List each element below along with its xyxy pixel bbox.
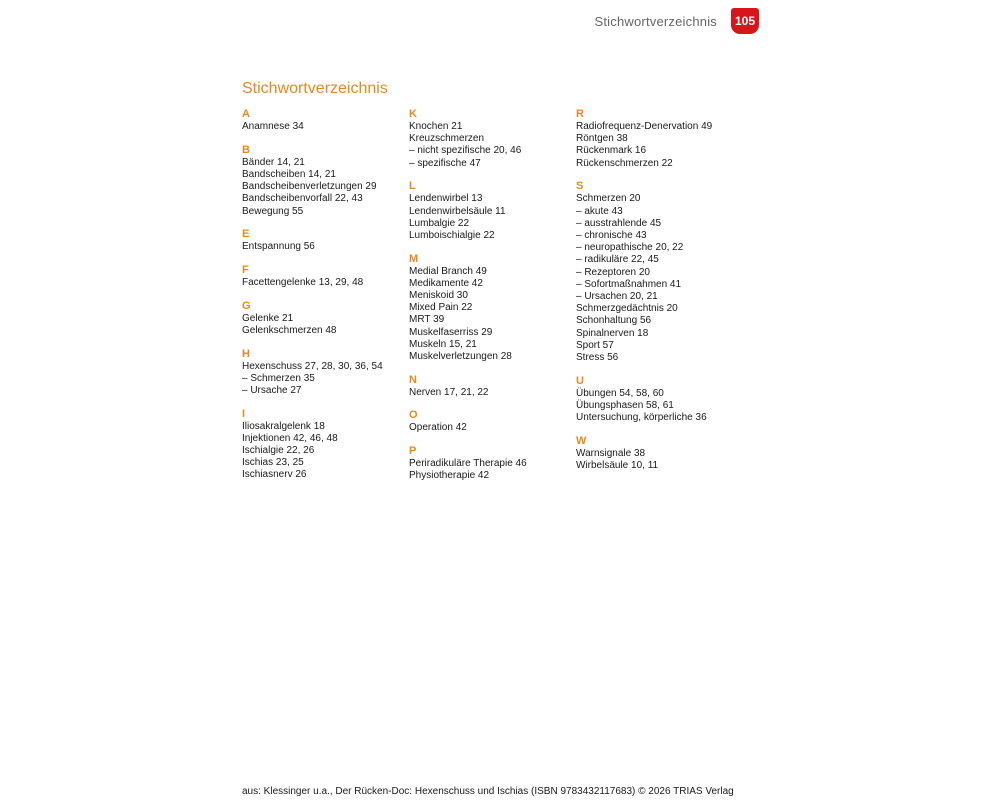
index-entry: Schmerzgedächtnis 20 (576, 303, 678, 315)
index-entry: Spinalnerven 18 (576, 327, 649, 339)
index-entry: Lendenwirbel 13 (409, 193, 483, 205)
index-letter-group (576, 375, 743, 425)
index-entry: Lumbalgie 22 (409, 217, 470, 229)
index-entry: Übungsphasen 58, 61 (576, 399, 674, 411)
index-entry: Bandscheibenvorfall 22, 43 (242, 193, 363, 205)
index-letter-group (242, 108, 409, 133)
index-entry: Gelenkschmerzen 48 (242, 324, 337, 336)
index-letter-group (242, 408, 409, 482)
index-letter-group (242, 348, 409, 398)
index-letter-group (576, 108, 743, 170)
index-letter-group (576, 435, 743, 472)
index-columns (242, 108, 743, 493)
index-letter-group (242, 144, 409, 218)
index-letter-group (409, 180, 576, 242)
index-letter-heading: O (409, 409, 418, 422)
index-letter-heading: H (242, 347, 250, 360)
index-letter-heading: F (242, 263, 249, 276)
index-entry: Physiotherapie 42 (409, 470, 490, 482)
index-entry: – spezifische 47 (409, 157, 481, 169)
index-entry: Muskeln 15, 21 (409, 338, 477, 350)
index-entry: Untersuchung, körperliche 36 (576, 412, 707, 424)
index-entry: – akute 43 (576, 205, 623, 217)
index-letter-group (242, 264, 409, 289)
index-entry: Schmerzen 20 (576, 193, 641, 205)
index-letter-heading: P (409, 445, 417, 458)
index-entry: Röntgen 38 (576, 133, 628, 145)
index-entry: – neuropathische 20, 22 (576, 242, 684, 254)
index-entry: Wirbelsäule 10, 11 (576, 459, 659, 471)
index-entry: Ischias 23, 25 (242, 457, 304, 469)
index-letter-heading: A (242, 108, 250, 120)
index-entry: – Ursachen 20, 21 (576, 290, 658, 302)
index-entry: – Rezeptoren 20 (576, 266, 650, 278)
index-letter-heading: I (242, 407, 246, 420)
index-entry: Gelenke 21 (242, 312, 294, 324)
index-letter-heading: G (242, 299, 251, 312)
index-entry: Iliosakralgelenk 18 (242, 420, 325, 432)
index-entry: Muskelfaserriss 29 (409, 326, 493, 338)
index-entry: Hexenschuss 27, 28, 30, 36, 54 (242, 360, 383, 372)
index-letter-group (409, 374, 576, 399)
index-column (242, 108, 409, 493)
index-letter-group (242, 228, 409, 253)
index-entry: Stress 56 (576, 351, 619, 363)
index-entry: – radikuläre 22, 45 (576, 254, 659, 266)
index-entry: Lendenwirbelsäule 11 (409, 205, 506, 217)
index-entry: Operation 42 (409, 422, 467, 434)
index-letter-heading: L (409, 180, 416, 193)
index-entry: Injektionen 42, 46, 48 (242, 432, 338, 444)
index-letter-group (576, 180, 743, 364)
index-letter-group (409, 253, 576, 364)
index-entry: Knochen 21 (409, 121, 463, 132)
index-entry: – ausstrahlende 45 (576, 217, 662, 229)
index-letter-heading: K (409, 108, 417, 120)
index-letter-heading: U (576, 374, 584, 387)
index-entry: Ischialgie 22, 26 (242, 445, 315, 457)
index-letter-heading: R (576, 108, 584, 120)
index-entry: Schonhaltung 56 (576, 315, 652, 327)
index-entry: Radiofrequenz-Denervation 49 (576, 121, 713, 132)
index-entry: Anamnese 34 (242, 121, 304, 132)
index-entry: MRT 39 (409, 314, 445, 326)
index-column (409, 108, 576, 493)
index-entry: Rückenschmerzen 22 (576, 157, 673, 169)
index-entry: Medial Branch 49 (409, 265, 487, 277)
index-entry: – chronische 43 (576, 229, 647, 241)
index-entry: Bänder 14, 21 (242, 156, 305, 168)
index-letter-group (409, 409, 576, 434)
index-entry: Nerven 17, 21, 22 (409, 386, 489, 398)
index-entry: – Sofortmaßnahmen 41 (576, 278, 682, 290)
index-entry: Facettengelenke 13, 29, 48 (242, 276, 364, 288)
index-entry: Ischiasnerv 26 (242, 469, 307, 481)
index-entry: Lumboischialgie 22 (409, 229, 495, 241)
index-letter-heading: W (576, 434, 587, 447)
index-entry: Periradikuläre Therapie 46 (409, 458, 527, 470)
index-entry: Bewegung 55 (242, 205, 304, 217)
index-entry: Warnsignale 38 (576, 447, 646, 459)
index-letter-heading: S (576, 180, 584, 193)
footer-citation: aus: Klessinger u.a., Der Rücken-Doc: Hexenschuss und Ischias (ISBN 9783432117683) © 2026 TRIAS Verlag (242, 786, 734, 797)
index-letter-group (409, 445, 576, 482)
index-entry: Entspannung 56 (242, 241, 315, 253)
index-column (576, 108, 743, 493)
index-letter-group (242, 300, 409, 337)
index-entry: Muskelverletzungen 28 (409, 351, 512, 363)
index-entry: – Schmerzen 35 (242, 372, 315, 384)
index-entry: – nicht spezifische 20, 46 (409, 145, 522, 157)
index-letter-heading: N (409, 373, 417, 386)
index-entry: Mixed Pain 22 (409, 302, 473, 314)
index-entry: Übungen 54, 58, 60 (576, 387, 664, 399)
index-letter-heading: B (242, 143, 250, 156)
index-letter-group (409, 108, 576, 170)
index-entry: Meniskoid 30 (409, 290, 468, 302)
page-number-badge: 105 (731, 8, 759, 34)
index-entry: Medikamente 42 (409, 277, 483, 289)
index-letter-heading: E (242, 228, 250, 241)
running-head: Stichwortverzeichnis (594, 14, 717, 29)
index-entry: Kreuzschmerzen (409, 133, 485, 145)
index-entry: Sport 57 (576, 339, 614, 351)
index-entry: Bandscheiben 14, 21 (242, 168, 336, 180)
index-entry: – Ursache 27 (242, 384, 302, 396)
index-title: Stichwortverzeichnis (242, 80, 388, 97)
index-entry: Rückenmark 16 (576, 145, 647, 157)
index-entry: Bandscheibenverletzungen 29 (242, 181, 377, 193)
index-letter-heading: M (409, 252, 419, 265)
